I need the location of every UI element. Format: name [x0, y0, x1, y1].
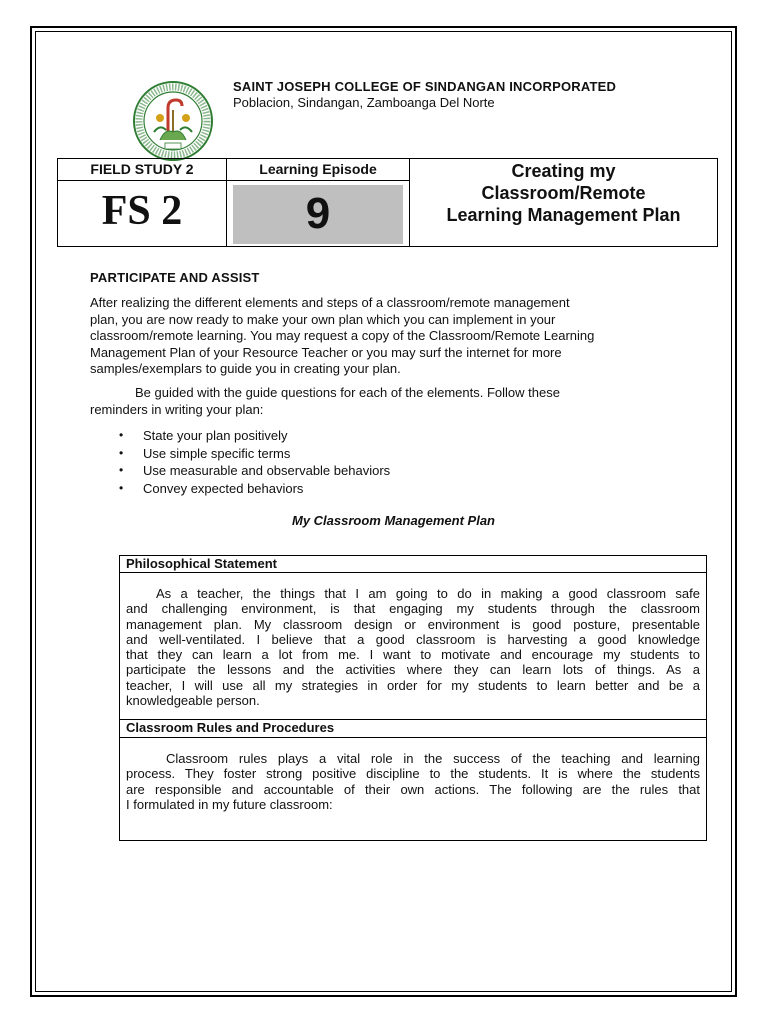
- field-study-label: FIELD STUDY 2: [58, 159, 227, 181]
- list-item: [117, 462, 390, 480]
- list-item: [117, 480, 390, 498]
- paragraph-line: are responsible and accountable of their own actions. The following are the rules that: [126, 781, 700, 797]
- school-address: Poblacion, Sindangan, Zamboanga Del Norte: [233, 95, 495, 110]
- field-study-code: FS 2: [58, 181, 227, 246]
- learning-episode-label: Learning Episode: [227, 159, 410, 181]
- paragraph-line: knowledgeable person.: [126, 693, 260, 709]
- paragraph-line: Management Plan of your Resource Teacher or you may surf the internet for more: [90, 344, 562, 360]
- paragraph-line: After realizing the different elements and steps of a classroom/remote management: [90, 295, 570, 310]
- episode-number: 9: [233, 185, 403, 244]
- philosophical-statement-text: [126, 586, 700, 708]
- list-item-text: Use simple specific terms: [143, 445, 291, 461]
- paragraph-line: classroom/remote learning. You may request a copy of the Classroom/Remote Learning: [90, 328, 595, 343]
- list-item: [117, 445, 390, 463]
- paragraph-line: samples/exemplars to guide you in creating your plan.: [90, 361, 401, 376]
- plan-title: My Classroom Management Plan: [292, 513, 495, 528]
- paragraph-line: process. They foster strong positive discipline to the students. It is where the students: [126, 766, 700, 782]
- episode-header-table: [57, 158, 718, 247]
- paragraph-line: I formulated in my future classroom:: [126, 796, 333, 812]
- episode-title-line: Creating my: [511, 161, 616, 181]
- classroom-rules-heading: Classroom Rules and Procedures: [120, 720, 706, 738]
- paragraph-line: As a teacher, the things that I am going to do in making a good classroom safe: [156, 586, 700, 601]
- paragraph-line: that they can learn a lot from me. I want to motivate and encourage my students to: [126, 647, 700, 663]
- school-name: SAINT JOSEPH COLLEGE OF SINDANGAN INCORPORATED: [233, 79, 617, 94]
- classroom-rules-body: [120, 738, 706, 840]
- episode-title: [410, 159, 717, 246]
- list-item-text: State your plan positively: [143, 428, 288, 443]
- paragraph-line: plan, you are now ready to make your own plan which you can implement in your: [90, 311, 556, 327]
- bullet-icon: •: [119, 463, 124, 477]
- management-plan-table: [119, 555, 707, 841]
- intro-paragraph: [90, 295, 665, 378]
- paragraph-line: and challenging environment, is that engaging my students through the classroom: [126, 601, 700, 617]
- paragraph-line: teacher, I will use all my strategies in order for my students to learn better and be a: [126, 677, 700, 693]
- episode-title-line: Learning Management Plan: [446, 205, 681, 225]
- list-item-text: Convey expected behaviors: [143, 480, 304, 496]
- bullet-icon: •: [119, 480, 124, 495]
- paragraph-line: participate the lessons and the activities where they can learn lots of things. As a: [126, 662, 700, 678]
- paragraph-line: and well-ventilated. I believe that a good classroom is harvesting a good knowledge: [126, 631, 700, 647]
- reminders-list: [117, 427, 390, 497]
- paragraph-line: Classroom rules plays a vital role in the success of the teaching and learning: [166, 751, 700, 766]
- paragraph-line: reminders in writing your plan:: [90, 401, 264, 417]
- paragraph-line: management plan. My classroom design or environment is good posture, presentable: [126, 616, 700, 632]
- philosophical-statement-body: [120, 573, 706, 720]
- list-item-text: Use measurable and observable behaviors: [143, 463, 391, 478]
- list-item: [117, 427, 390, 445]
- paragraph-line: Be guided with the guide questions for each of the elements. Follow these: [135, 385, 560, 400]
- bullet-icon: •: [119, 445, 124, 460]
- classroom-rules-text: [126, 751, 700, 812]
- school-seal-logo: [132, 80, 214, 162]
- section-heading: PARTICIPATE AND ASSIST: [90, 270, 260, 285]
- reminders-paragraph: [90, 385, 650, 418]
- episode-number-cell: [227, 181, 410, 246]
- episode-title-line: Classroom/Remote: [481, 183, 646, 203]
- philosophical-statement-heading: Philosophical Statement: [120, 556, 706, 573]
- bullet-icon: •: [119, 428, 124, 442]
